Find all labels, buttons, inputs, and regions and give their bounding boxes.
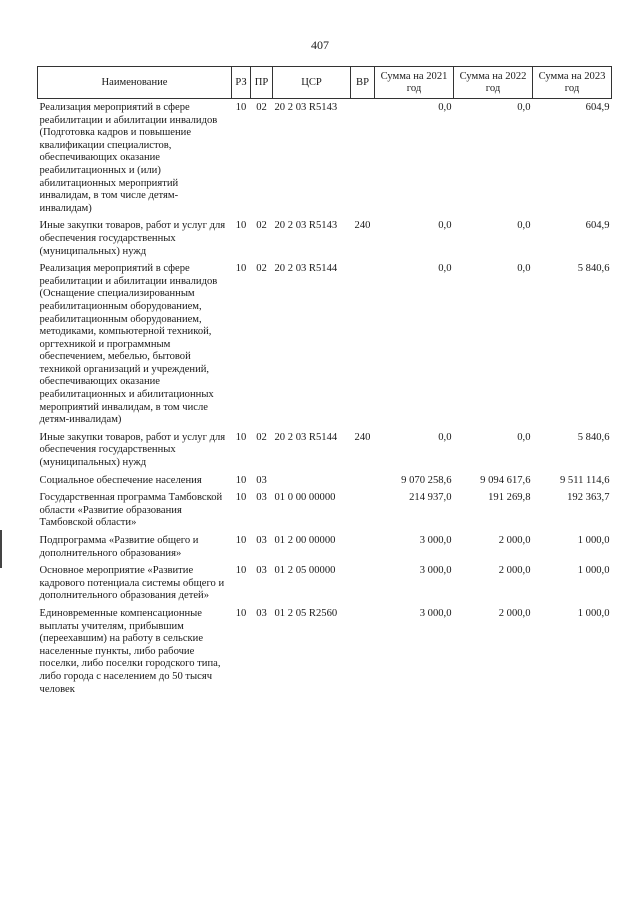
row-sum-2022: 191 269,8 — [488, 492, 531, 504]
row-csr: 01 2 00 00000 — [274, 535, 336, 546]
row-csr: 01 2 05 00000 — [274, 565, 336, 577]
row-pr: 03 — [256, 492, 267, 504]
row-vr — [351, 535, 375, 560]
row-sum-2021: 3 000,0 — [419, 535, 452, 546]
row-csr: 01 0 00 00000 — [274, 492, 336, 504]
row-sum-2022: 0,0 — [517, 431, 531, 443]
row-csr: 20 2 03 R5143 — [274, 102, 338, 113]
row-sum-2022: 2 000,0 — [498, 535, 531, 546]
row-sum-2021: 0,0 — [438, 263, 452, 275]
row-name: Иные закупки товаров, работ и услуг для обеспечения государственных (муниципальных) нужд — [39, 220, 226, 257]
row-vr — [351, 565, 375, 603]
table-row — [38, 102, 612, 215]
row-vr — [351, 102, 375, 215]
row-pr: 02 — [256, 431, 267, 443]
row-rz: 10 — [235, 474, 247, 486]
row-vr — [351, 608, 375, 696]
row-rz: 10 — [235, 220, 247, 232]
row-rz: 10 — [235, 263, 247, 275]
header-pr: ПР — [251, 67, 273, 99]
table-row — [38, 535, 612, 560]
header-sum-2021: Сумма на 2021 год — [375, 67, 454, 99]
row-sum-2023: 5 840,6 — [577, 431, 610, 443]
budget-table — [37, 66, 612, 696]
row-sum-2021: 3 000,0 — [419, 607, 452, 619]
row-sum-2022: 9 094 617,6 — [480, 474, 531, 486]
scan-edge-mark — [0, 530, 2, 568]
row-pr: 03 — [256, 474, 267, 486]
row-rz: 10 — [235, 607, 247, 619]
header-sum-2023: Сумма на 2023 год — [533, 67, 612, 99]
row-csr: 01 2 05 R2560 — [274, 607, 338, 619]
row-sum-2023: 604,9 — [585, 102, 610, 113]
row-sum-2021: 0,0 — [438, 102, 452, 113]
row-vr — [351, 263, 375, 427]
row-pr: 03 — [256, 607, 267, 619]
row-name: Единовременные компенсационные выплаты учителям, прибывшим (переехавшим) на работу в сельские населенные пункты, либо рабочие поселки, либо поселки городского типа, либо города с населением до 50 тысяч человек — [39, 607, 221, 695]
row-name: Реализация мероприятий в сфере реабилитации и абилитации инвалидов (Оснащение специализированным реабилитационным оборудованием, реабилитационным оборудованием, методиками, компьютерной техникой, оргтехникой и программным обеспечением, мебелью, бытовой техникой организаций и учреждений, обеспечивающих оказание реабилитационных и абилитационных мероприятий инвалидам, в том числе детям-инвалидам) — [39, 263, 218, 426]
row-sum-2022: 0,0 — [517, 102, 531, 113]
row-sum-2021: 0,0 — [438, 431, 452, 443]
row-sum-2022: 0,0 — [517, 263, 531, 275]
header-vr: ВР — [351, 67, 375, 99]
row-csr: 20 2 03 R5144 — [274, 431, 338, 443]
row-rz: 10 — [235, 431, 247, 443]
row-name: Подпрограмма «Развитие общего и дополнительного образования» — [39, 535, 199, 559]
table-row — [38, 565, 612, 603]
row-rz: 10 — [235, 102, 247, 113]
row-sum-2023: 192 363,7 — [567, 492, 610, 504]
row-name: Социальное обеспечение населения — [39, 474, 202, 486]
row-vr — [351, 492, 375, 530]
row-sum-2023: 604,9 — [585, 220, 610, 232]
row-name: Иные закупки товаров, работ и услуг для обеспечения государственных (муниципальных) нужд — [39, 431, 226, 469]
row-vr — [351, 475, 375, 488]
header-sum-2022: Сумма на 2022 год — [454, 67, 533, 99]
row-sum-2023: 1 000,0 — [577, 535, 610, 546]
row-vr: 240 — [354, 431, 371, 443]
row-sum-2022: 0,0 — [517, 220, 531, 232]
row-rz: 10 — [235, 535, 247, 546]
row-sum-2023: 1 000,0 — [577, 565, 610, 577]
row-csr: 20 2 03 R5143 — [274, 220, 338, 232]
row-name: Государственная программа Тамбовской области «Развитие образования Тамбовской области» — [39, 492, 223, 529]
row-sum-2023: 9 511 114,6 — [559, 474, 610, 486]
row-pr: 02 — [256, 220, 267, 232]
table-row — [38, 608, 612, 696]
row-vr: 240 — [354, 220, 371, 232]
row-csr — [273, 475, 351, 488]
header-rz: РЗ — [232, 67, 251, 99]
table-row — [38, 475, 612, 488]
row-sum-2021: 3 000,0 — [419, 565, 452, 577]
table-row — [38, 220, 612, 258]
header-name: Наименование — [38, 67, 232, 99]
row-sum-2021: 214 937,0 — [409, 492, 452, 504]
row-sum-2023: 5 840,6 — [577, 263, 610, 275]
row-pr: 03 — [256, 535, 267, 546]
table-row — [38, 492, 612, 530]
row-sum-2021: 9 070 258,6 — [401, 474, 452, 486]
row-sum-2023: 1 000,0 — [577, 607, 610, 619]
row-name: Реализация мероприятий в сфере реабилитации и абилитации инвалидов (Подготовка кадров и повышение квалификации специалистов, обеспечивающих оказание реабилитационных и (или) абилитационных мероприятий инвалидам, в том числе детям-инвалидам) — [39, 102, 218, 214]
row-pr: 03 — [256, 565, 267, 577]
table-header-row — [38, 67, 612, 99]
row-pr: 02 — [256, 263, 267, 275]
row-sum-2022: 2 000,0 — [498, 565, 531, 577]
row-sum-2022: 2 000,0 — [498, 607, 531, 619]
row-name: Основное мероприятие «Развитие кадрового потенциала системы общего и дополнительного образования детей» — [39, 565, 225, 602]
page-number: 407 — [311, 38, 329, 52]
table-row — [38, 263, 612, 427]
row-rz: 10 — [235, 492, 247, 504]
row-csr: 20 2 03 R5144 — [274, 263, 338, 275]
row-pr: 02 — [256, 102, 267, 113]
row-sum-2021: 0,0 — [438, 220, 452, 232]
header-csr: ЦСР — [273, 67, 351, 99]
table-row — [38, 432, 612, 470]
row-rz: 10 — [235, 565, 247, 577]
